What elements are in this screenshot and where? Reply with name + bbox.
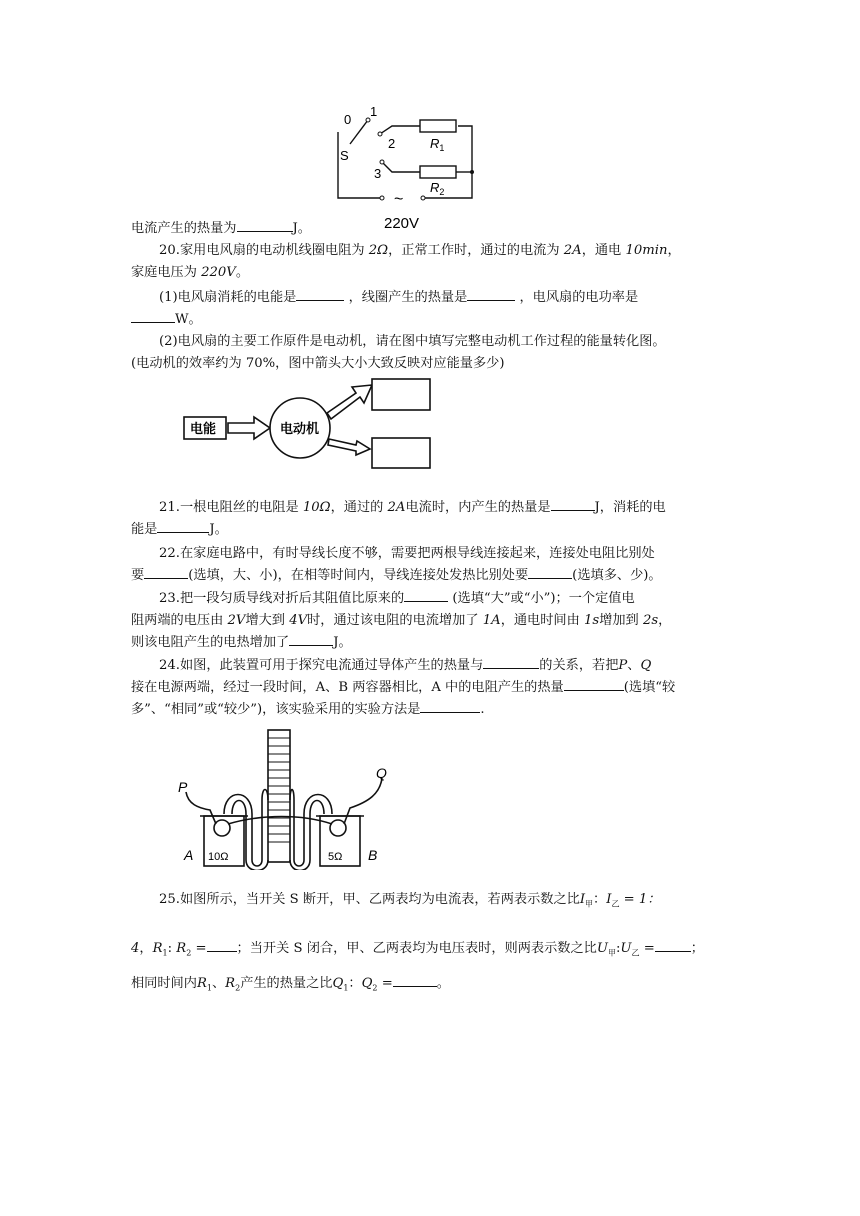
motor-label: 电动机 <box>280 421 320 436</box>
output-box-upper <box>372 379 430 410</box>
terminal-q-label: Q <box>376 765 387 781</box>
resistor-r1 <box>420 120 456 132</box>
q25-line1: 25.如图所示，当开关 S 断开，甲、乙两表均为电流表，若两表示数之比$I_甲$：$I_乙 = 1$： <box>159 892 661 909</box>
resistor-a-label: 10Ω <box>208 851 229 863</box>
output-box-lower <box>372 438 430 468</box>
switch-blade <box>350 120 368 144</box>
r2-label: $R_2$ <box>430 180 445 197</box>
container-a-label: A <box>184 847 194 863</box>
q24-line1: 24.如图，此装置可用于探究电流通过导体产生的热量与 的关系，若把P、Q <box>159 658 652 673</box>
switch-pos-3: 3 <box>374 166 382 181</box>
switch-pos-1: 1 <box>370 104 378 119</box>
q20-stem-line2: 家庭电压为 220V。 <box>131 265 250 280</box>
ac-source-symbol: ~ <box>394 191 404 208</box>
voltage-label: 220V <box>384 215 420 232</box>
q23-line3: 则该电阻产生的电热增加了 J。 <box>131 635 352 650</box>
switch-label: S <box>340 148 349 163</box>
q23-line2: 阻两端的电压由 2V增大到 4V时，通过该电阻的电流增加了 1A，通电时间由 1s增加到 2s， <box>131 613 672 628</box>
q21-line2: 能是 J。 <box>131 522 228 537</box>
q20-part1: (1)电风扇消耗的电能是 ，线圈产生的热量是 ，电风扇的电功率是 <box>159 290 639 305</box>
circuit-diagram <box>330 100 510 234</box>
q20-stem-line1: 20.家用电风扇的电动机线圈电阻为 2Ω，正常工作时，通过的电流为 2A，通电 10min， <box>159 243 681 258</box>
resistor-b-label: 5Ω <box>328 851 343 863</box>
input-arrow <box>228 417 270 439</box>
q22-line1: 22.在家庭电路中，有时导线长度不够，需要把两根导线连接起来，连接处电阻比别处 <box>159 546 655 561</box>
q20-part1-cont: W。 <box>131 309 202 331</box>
input-energy-label: 电能 <box>190 421 217 436</box>
resistor-r2 <box>420 166 456 178</box>
wire-left <box>338 132 380 198</box>
q25-line3: 相同时间内$R_1$、$R_2$产生的热量之比$Q_1$：$Q_2$ = 。 <box>131 976 450 993</box>
output-arrow-large <box>327 385 372 419</box>
switch-pos-2: 2 <box>388 136 396 151</box>
container-b-label: B <box>368 847 378 863</box>
heating-apparatus-diagram <box>172 728 402 870</box>
q20-part2: (2)电风扇的主要工作原件是电动机，请在图中填写完整电动机工作过程的能量转化图。 <box>159 334 666 349</box>
q24-line2: 接在电源两端，经过一段时间，A、B 两容器相比，A 中的电阻产生的热量 (选填“较 <box>131 680 676 695</box>
q24-line3: 多”、“相同”或“较少”)，该实验采用的实验方法是 . <box>131 702 485 717</box>
r1-label: $R_1$ <box>430 136 445 153</box>
q22-line2: 要 (选填，大、小)，在相等时间内，导线连接处发热比别处要 (选填多、少)。 <box>131 568 662 583</box>
switch-pos-0: 0 <box>344 112 352 127</box>
terminal-p-label: P <box>178 779 188 795</box>
q21-line1: 21.一根电阻丝的电阻是 10Ω，通过的 2A电流时，内产生的热量是 J，消耗的电 <box>159 500 666 515</box>
q19-tail: 电流产生的热量为 J。 <box>131 221 311 236</box>
output-arrow-small <box>328 439 370 455</box>
q23-line1: 23.把一段匀质导线对折后其阻值比原来的 (选填“大”或“小”)；一个定值电 <box>159 591 635 606</box>
energy-conversion-diagram <box>180 375 440 475</box>
q25-line2: 4，$R_1$: $R_2$ = ；当开关 S 闭合，甲、乙两表均为电压表时，则两表示数之比$U_甲:U_乙$ = ； <box>131 941 704 958</box>
q20-part2-note: (电动机的效率约为 70%，图中箭头大小大致反映对应能量多少) <box>131 356 505 371</box>
